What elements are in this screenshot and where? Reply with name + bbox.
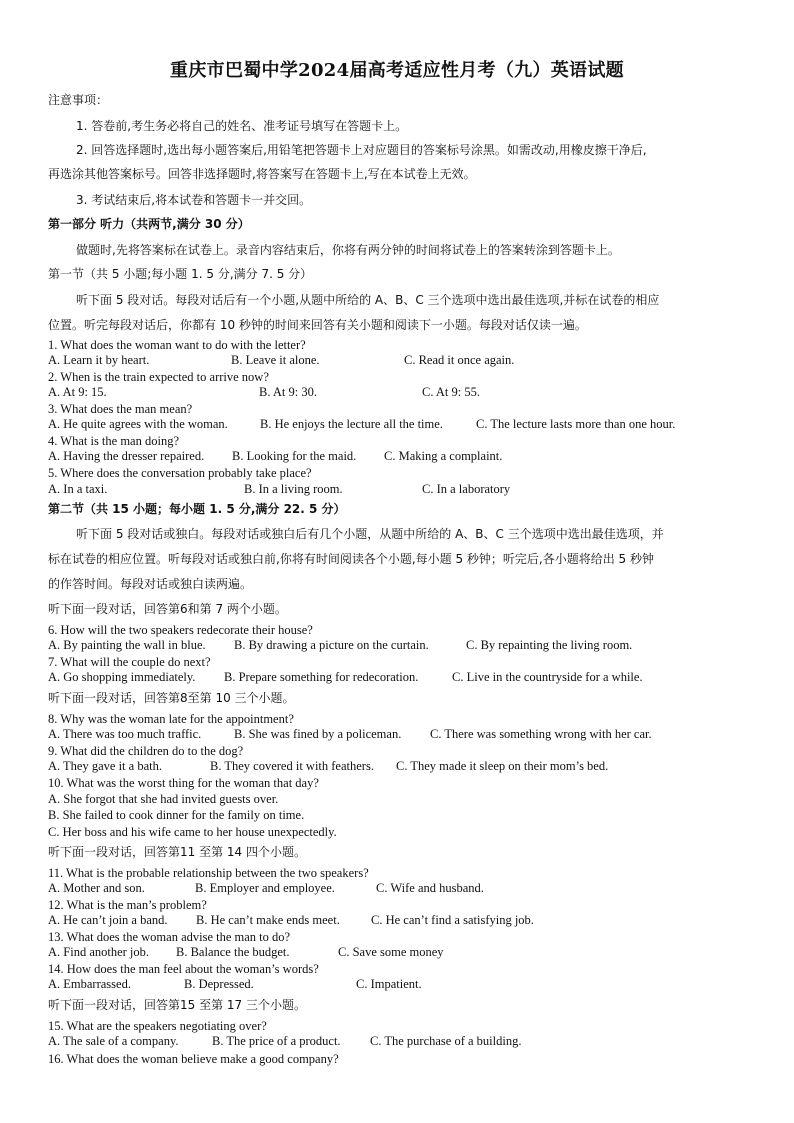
question-stem: 3. What does the man mean? bbox=[48, 402, 193, 416]
option-c: C. In a laboratory bbox=[422, 482, 511, 496]
option-c: C. Her boss and his wife came to her house unexpectedly. bbox=[48, 825, 337, 839]
question-options bbox=[48, 977, 768, 993]
option-c: C. Save some money bbox=[338, 945, 444, 959]
option-b: B. Prepare something for redecoration. bbox=[224, 670, 419, 684]
option-b: B. By drawing a picture on the curtain. bbox=[234, 638, 429, 652]
notice-item: 2. 回答选择题时,选出每小题答案后,用铅笔把答题卡上对应题目的答案标号涂黑。如需改动,用橡皮擦干净后, bbox=[76, 143, 647, 157]
section1-intro: 听下面 5 段对话。每段对话后有一个小题,从题中所给的 A、B、C 三个选项中选出最佳选项,并标在试卷的相应 bbox=[76, 293, 660, 307]
dialogue-instruction: 听下面一段对话，回答第11 至第 14 四个小题。 bbox=[48, 845, 306, 859]
question-options bbox=[48, 945, 768, 961]
question-stem: 9. What did the children do to the dog? bbox=[48, 744, 244, 758]
question-options bbox=[48, 727, 768, 743]
option-a: A. There was too much traffic. bbox=[48, 727, 202, 741]
option-a: A. By painting the wall in blue. bbox=[48, 638, 206, 652]
question-options bbox=[48, 353, 768, 369]
dialogue-instruction: 听下面一段对话，回答第6和第 7 两个小题。 bbox=[48, 602, 287, 616]
section2-intro: 的作答时间。每段对话或独白读两遍。 bbox=[48, 577, 253, 591]
notice-item: 3. 考试结束后,将本试卷和答题卡一并交回。 bbox=[76, 193, 312, 207]
option-c: C. At 9: 55. bbox=[422, 385, 480, 399]
question-options bbox=[48, 449, 768, 465]
part1-intro: 做题时,先将答案标在试卷上。录音内容结束后，你将有两分钟的时间将试卷上的答案转涂到答题卡上。 bbox=[76, 243, 620, 257]
section2-heading: 第二节（共 15 小题；每小题 1. 5 分,满分 22. 5 分） bbox=[48, 502, 346, 516]
question-stem: 15. What are the speakers negotiating over? bbox=[48, 1019, 267, 1033]
question-stem: 6. How will the two speakers redecorate their house? bbox=[48, 623, 313, 637]
option-a: A. He quite agrees with the woman. bbox=[48, 417, 228, 431]
section2-intro: 标在试卷的相应位置。听每段对话或独白前,你将有时间阅读各个小题,每小题 5 秒钟；听完后,各小题将给出 5 秒钟 bbox=[48, 552, 654, 566]
option-a: A. In a taxi. bbox=[48, 482, 108, 496]
notice-item: 1. 答卷前,考生务必将自己的姓名、准考证号填写在答题卡上。 bbox=[76, 119, 408, 133]
option-b: B. He enjoys the lecture all the time. bbox=[260, 417, 443, 431]
option-b: B. In a living room. bbox=[244, 482, 343, 496]
section1-heading: 第一节（共 5 小题;每小题 1. 5 分,满分 7. 5 分） bbox=[48, 267, 313, 281]
question-stem: 14. How does the man feel about the woman’s words? bbox=[48, 962, 319, 976]
question-options bbox=[48, 417, 768, 433]
option-b: B. The price of a product. bbox=[212, 1034, 341, 1048]
question-stem: 8. Why was the woman late for the appointment? bbox=[48, 712, 294, 726]
option-c: C. He can’t find a satisfying job. bbox=[371, 913, 534, 927]
question-options bbox=[48, 1034, 768, 1050]
option-c: C. The purchase of a building. bbox=[370, 1034, 522, 1048]
question-stem: 7. What will the couple do next? bbox=[48, 655, 211, 669]
option-b: B. She was fined by a policeman. bbox=[234, 727, 402, 741]
question-options bbox=[48, 881, 768, 897]
option-b: B. Balance the budget. bbox=[176, 945, 290, 959]
option-a: A. Embarrassed. bbox=[48, 977, 131, 991]
section2-intro: 听下面 5 段对话或独白。每段对话或独白后有几个小题，从题中所给的 A、B、C 三个选项中选出最佳选项，并 bbox=[76, 527, 664, 541]
question-options bbox=[48, 670, 768, 686]
option-a: A. He can’t join a band. bbox=[48, 913, 168, 927]
option-c: C. There was something wrong with her car. bbox=[430, 727, 652, 741]
dialogue-instruction: 听下面一段对话，回答第8至第 10 三个小题。 bbox=[48, 691, 295, 705]
option-b: B. She failed to cook dinner for the family on time. bbox=[48, 808, 305, 822]
option-a: A. She forgot that she had invited guests over. bbox=[48, 792, 279, 806]
section1-intro: 位置。听完每段对话后，你都有 10 秒钟的时间来回答有关小题和阅读下一小题。每段对话仅读一遍。 bbox=[48, 318, 587, 332]
question-options bbox=[48, 482, 768, 498]
option-b: B. He can’t make ends meet. bbox=[196, 913, 340, 927]
question-stem: 1. What does the woman want to do with the letter? bbox=[48, 338, 306, 352]
option-c: C. Wife and husband. bbox=[376, 881, 484, 895]
notice-item: 再选涂其他答案标号。回答非选择题时,将答案写在答题卡上,写在本试卷上无效。 bbox=[48, 167, 476, 181]
question-stem: 16. What does the woman believe make a good company? bbox=[48, 1052, 339, 1066]
option-b: B. Employer and employee. bbox=[195, 881, 335, 895]
page-title: 重庆市巴蜀中学2024届高考适应性月考（九）英语试题 bbox=[170, 60, 624, 81]
option-b: B. They covered it with feathers. bbox=[210, 759, 374, 773]
option-a: A. Having the dresser repaired. bbox=[48, 449, 205, 463]
option-a: A. The sale of a company. bbox=[48, 1034, 179, 1048]
notice-heading: 注意事项： bbox=[48, 93, 109, 107]
dialogue-instruction: 听下面一段对话，回答第15 至第 17 三个小题。 bbox=[48, 998, 306, 1012]
option-c: C. Impatient. bbox=[356, 977, 422, 991]
option-b: B. Depressed. bbox=[184, 977, 254, 991]
question-stem: 5. Where does the conversation probably take place? bbox=[48, 466, 312, 480]
option-a: A. At 9: 15. bbox=[48, 385, 107, 399]
question-stem: 12. What is the man’s problem? bbox=[48, 898, 207, 912]
option-b: B. At 9: 30. bbox=[259, 385, 317, 399]
option-a: A. Learn it by heart. bbox=[48, 353, 150, 367]
option-c: C. Read it once again. bbox=[404, 353, 515, 367]
option-c: C. They made it sleep on their mom’s bed. bbox=[396, 759, 609, 773]
question-options bbox=[48, 638, 768, 654]
option-a: A. They gave it a bath. bbox=[48, 759, 162, 773]
question-stem: 11. What is the probable relationship between the two speakers? bbox=[48, 866, 369, 880]
question-options bbox=[48, 759, 768, 775]
question-options bbox=[48, 385, 768, 401]
option-b: B. Leave it alone. bbox=[231, 353, 320, 367]
option-b: B. Looking for the maid. bbox=[232, 449, 357, 463]
option-c: C. By repainting the living room. bbox=[466, 638, 633, 652]
option-a: A. Find another job. bbox=[48, 945, 150, 959]
option-c: C. Live in the countryside for a while. bbox=[452, 670, 643, 684]
question-stem: 2. When is the train expected to arrive now? bbox=[48, 370, 269, 384]
option-c: C. The lecture lasts more than one hour. bbox=[476, 417, 676, 431]
question-stem: 13. What does the woman advise the man to do? bbox=[48, 930, 291, 944]
option-a: A. Go shopping immediately. bbox=[48, 670, 196, 684]
question-stem: 4. What is the man doing? bbox=[48, 434, 179, 448]
question-stem: 10. What was the worst thing for the woman that day? bbox=[48, 776, 319, 790]
option-c: C. Making a complaint. bbox=[384, 449, 503, 463]
option-a: A. Mother and son. bbox=[48, 881, 145, 895]
part1-heading: 第一部分 听力（共两节,满分 30 分） bbox=[48, 217, 250, 231]
question-options bbox=[48, 913, 768, 929]
